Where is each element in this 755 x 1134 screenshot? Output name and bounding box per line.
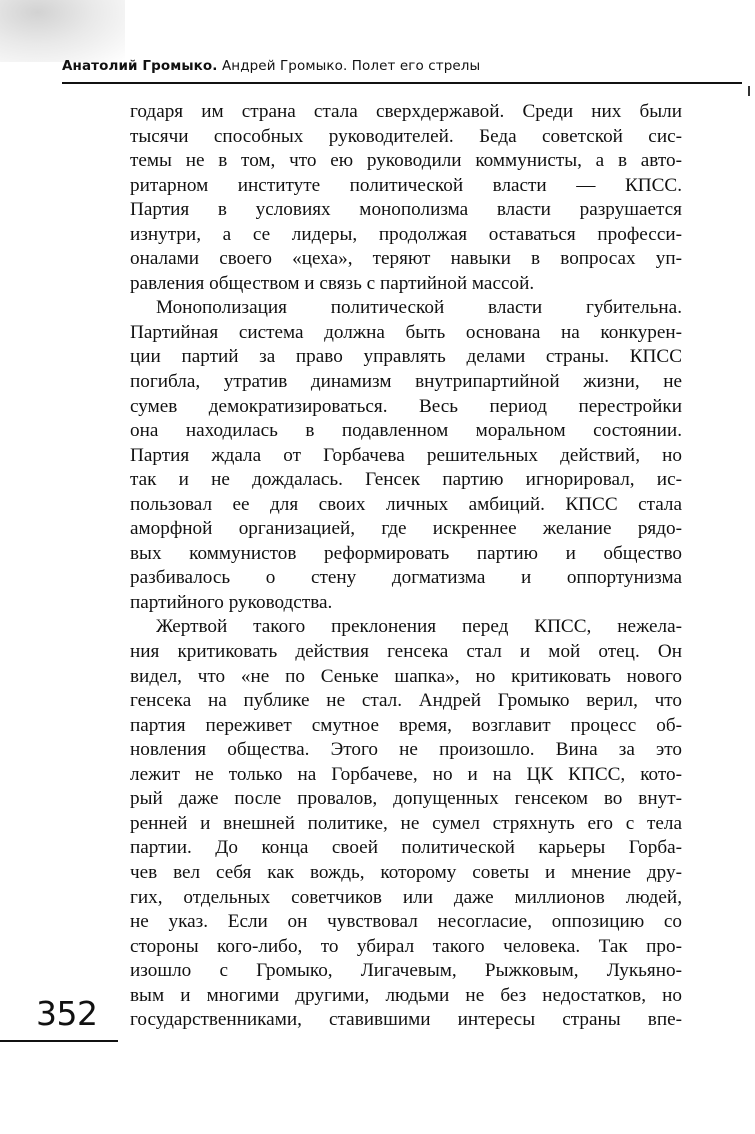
text-line: равления обществом и связь с партийной массой. (130, 272, 535, 294)
header-author: Анатолий Громыко. (62, 58, 218, 74)
text-line: гих, отдельных советчиков или даже миллионов людей, (130, 886, 682, 908)
text-line: она находилась в подавленном моральном состоянии. (130, 420, 682, 442)
text-line: стороны кого-либо, то убирал такого человека. Так про- (130, 935, 682, 957)
text-line: погибла, утратив динамизм внутрипартийной жизни, не (130, 371, 682, 393)
text-line: ренней и внешней политике, не сумел стряхнуть его с тела (130, 812, 682, 834)
text-line: вым и многими другими, людьми не без недостатков, но (130, 984, 682, 1006)
text-line: оналами своего «цеха», теряют навыки в вопросах уп- (130, 248, 682, 270)
text-line: Партийная система должна быть основана на конкурен- (130, 321, 682, 343)
text-line: темы не в том, что ею руководили коммунисты, а в авто- (130, 150, 682, 172)
text-line: разбивалось о стену догматизма и оппортунизма (130, 567, 682, 589)
scan-edge-mark (748, 86, 750, 96)
header-book-title: Андрей Громыко. Полет его стрелы (217, 58, 481, 74)
text-line: генсека на публике не стал. Андрей Громыко верил, что (130, 690, 682, 712)
paragraph (130, 100, 682, 296)
text-line: аморфной организацией, где искреннее желание рядо- (130, 518, 682, 540)
body-text (130, 100, 682, 1033)
text-line: ции партий за право управлять делами страны. КПСС (130, 346, 682, 368)
text-line: рый даже после провалов, допущенных генсеком во внут- (130, 788, 682, 810)
text-line: пользовал ее для своих личных амбиций. КПСС стала (130, 493, 682, 515)
page-number: 352 (36, 994, 98, 1033)
text-line: ния критиковать действия генсека стал и мой отец. Он (130, 641, 682, 663)
paragraph (130, 296, 682, 615)
running-header (62, 58, 480, 74)
page-number-underline (0, 1040, 118, 1042)
text-line: государственниками, ставившими интересы страны впе- (130, 1009, 682, 1031)
text-line: Партия ждала от Горбачева решительных действий, но (130, 444, 682, 466)
text-line: видел, что «не по Сеньке шапка», но критиковать нового (130, 665, 682, 687)
text-line: партия переживет смутное время, возглавит процесс об- (130, 714, 682, 736)
text-line: вых коммунистов реформировать партию и общество (130, 542, 682, 564)
text-line: изнутри, а се лидеры, продолжая оставаться професси- (130, 223, 682, 245)
scan-corner-shadow (0, 0, 125, 62)
text-line: сумев демократизироваться. Весь период перестройки (130, 395, 682, 417)
header-divider (62, 82, 742, 84)
text-line: так и не дождалась. Генсек партию игнорировал, ис- (130, 469, 682, 491)
text-line: партийного руководства. (130, 591, 333, 613)
text-line: партии. До конца своей политической карьеры Горба- (130, 837, 682, 859)
text-line: лежит не только на Горбачеве, но и на ЦК КПСС, кото- (130, 763, 682, 785)
paragraph (130, 615, 682, 1032)
text-line: не указ. Если он чувствовал несогласие, оппозицию со (130, 911, 682, 933)
text-line: новления общества. Этого не произошло. Вина за это (130, 739, 682, 761)
text-line: годаря им страна стала сверхдержавой. Среди них были (130, 101, 682, 122)
text-line: ритарном институте политической власти — КПСС. (130, 174, 682, 196)
text-line: Партия в условиях монополизма власти разрушается (130, 199, 682, 221)
text-line: тысячи способных руководителей. Беда советской сис- (130, 125, 682, 147)
text-line: чев вел себя как вождь, которому советы и мнение дру- (130, 861, 682, 883)
text-line: изошло с Громыко, Лигачевым, Рыжковым, Лукьяно- (130, 960, 682, 982)
text-line: Монополизация политической власти губительна. (156, 297, 682, 319)
text-line: Жертвой такого преклонения перед КПСС, нежела- (156, 616, 682, 638)
